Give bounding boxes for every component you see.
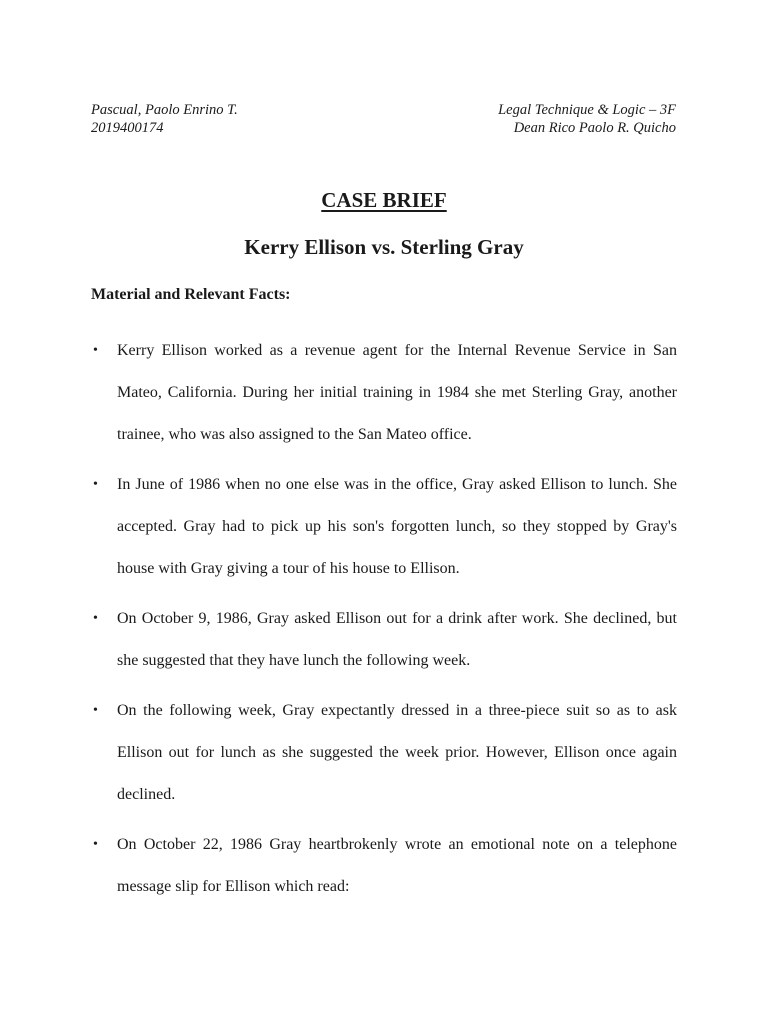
case-name: Kerry Ellison vs. Sterling Gray bbox=[244, 235, 524, 259]
author-name: Pascual, Paolo Enrino T. bbox=[91, 102, 238, 118]
fact-text: Kerry Ellison worked as a revenue agent for the Internal Revenue Service in San Mateo, California. During her initial training in 1984 she met Sterling Gray, another trainee, who was also assigned to the San Mateo office. bbox=[117, 342, 677, 443]
fact-text: On October 9, 1986, Gray asked Ellison out for a drink after work. She declined, but she suggested that they have lunch the following week. bbox=[117, 610, 677, 669]
section-heading: Material and Relevant Facts: bbox=[91, 286, 291, 303]
fact-text: On October 22, 1986 Gray heartbrokenly wrote an emotional note on a telephone message slip for Ellison which read: bbox=[117, 836, 677, 895]
bullet-icon: • bbox=[93, 343, 98, 358]
document-title: CASE BRIEF bbox=[321, 188, 447, 212]
course-name: Legal Technique & Logic – 3F bbox=[498, 102, 676, 118]
fact-item bbox=[91, 330, 677, 456]
fact-item bbox=[91, 464, 677, 590]
page-header bbox=[91, 101, 676, 137]
fact-item bbox=[91, 824, 677, 908]
course-block bbox=[498, 101, 676, 137]
bullet-icon: • bbox=[93, 477, 98, 492]
fact-item bbox=[91, 598, 677, 682]
bullet-icon: • bbox=[93, 837, 98, 852]
bullet-icon: • bbox=[93, 703, 98, 718]
student-id: 2019400174 bbox=[91, 120, 164, 136]
bullet-icon: • bbox=[93, 611, 98, 626]
author-block bbox=[91, 101, 238, 137]
fact-item bbox=[91, 690, 677, 816]
fact-text: In June of 1986 when no one else was in the office, Gray asked Ellison to lunch. She accepted. Gray had to pick up his son's forgotten lunch, so they stopped by Gray's house with Gray giving a tour of his house to Ellison. bbox=[117, 476, 677, 577]
instructor-name: Dean Rico Paolo R. Quicho bbox=[513, 120, 676, 136]
facts-list bbox=[91, 330, 677, 916]
fact-text: On the following week, Gray expectantly dressed in a three-piece suit so as to ask Ellison out for lunch as she suggested the week prior. However, Ellison once again declined. bbox=[117, 702, 677, 803]
